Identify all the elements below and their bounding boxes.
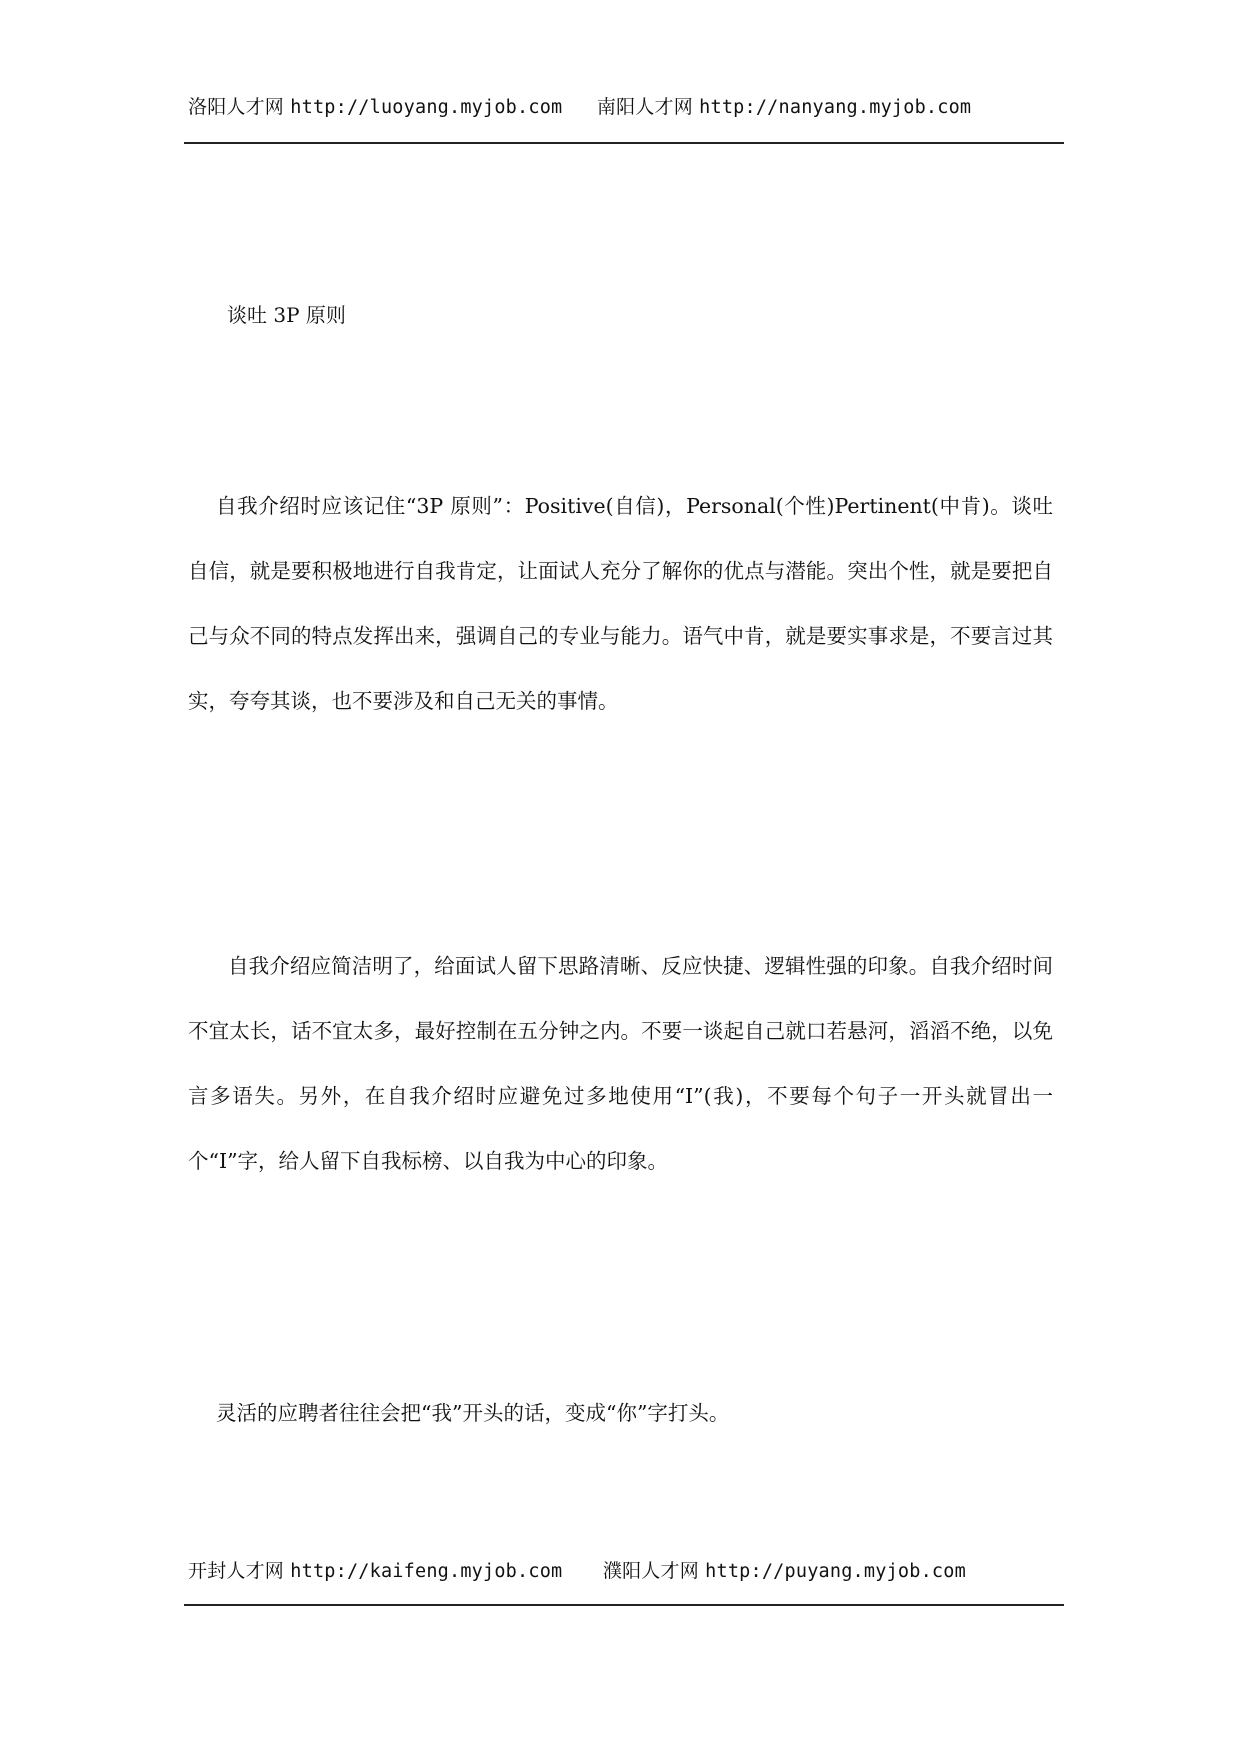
footer-site2-link[interactable]: http://puyang.myjob.com	[705, 1561, 966, 1582]
footer-divider	[184, 1604, 1064, 1606]
footer-site2-name: 濮阳人才网	[602, 1560, 699, 1582]
paragraph-3p-principle: 自我介绍时应该记住“3P 原则”：Positive(自信)，Personal(个性)Pertinent(中肯)。谈吐自信，就是要积极地进行自我肯定，让面试人充分了解你的优点与潜能。突出个性，就是要把自己与众不同的特点发挥出来，强调自己的专业与能力。语气中肯，就是要实事求是，不要言过其实，夸夸其谈，也不要涉及和自己无关的事情。	[188, 494, 1053, 713]
footer-site1-link[interactable]: http://kaifeng.myjob.com	[290, 1561, 563, 1582]
header-site2-name: 南阳人才网	[596, 96, 693, 118]
header-site2-link[interactable]: http://nanyang.myjob.com	[699, 97, 972, 118]
header-divider	[184, 142, 1064, 144]
footer-site1-name: 开封人才网	[188, 1560, 285, 1582]
paragraph-you-first: 灵活的应聘者往往会把“我”开头的话，变成“你”字打头。	[216, 1401, 730, 1425]
paragraph-concise-intro: 自我介绍应简洁明了，给面试人留下思路清晰、反应快捷、逻辑性强的印象。自我介绍时间不宜太长，话不宜太多，最好控制在五分钟之内。不要一谈起自己就口若悬河，滔滔不绝，以免言多语失。另外，在自我介绍时应避免过多地使用“I”(我)，不要每个句子一开头就冒出一个“I”字，给人留下自我标榜、以自我为中心的印象。	[188, 954, 1053, 1173]
section-heading: 谈吐 3P 原则	[227, 303, 346, 327]
header-site1-name: 洛阳人才网	[188, 96, 285, 118]
page-footer	[188, 1556, 1068, 1583]
header-site1-link[interactable]: http://luoyang.myjob.com	[290, 97, 563, 118]
page-header	[188, 92, 1068, 119]
